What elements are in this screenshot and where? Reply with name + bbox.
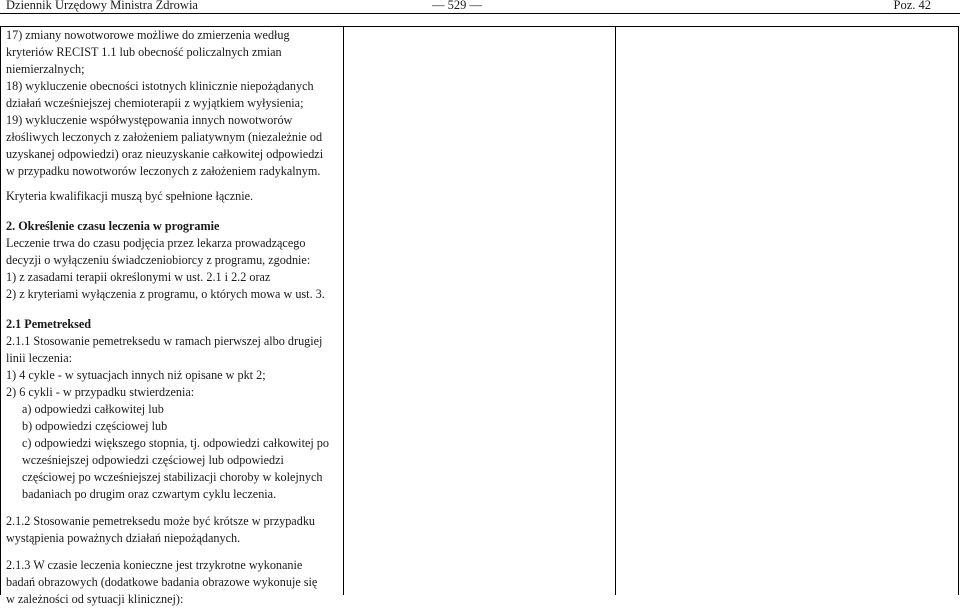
text-line: wcześniejszej odpowiedzi częściowej lub odpowiedzi	[22, 453, 284, 467]
text-line: 2) z kryteriami wyłączenia z programu, o których mowa w ust. 3.	[6, 287, 325, 301]
page-number: — 529 —	[432, 0, 482, 12]
text-line: kryteriów RECIST 1.1 lub obecność policzalnych zmian	[6, 45, 282, 59]
text-line: w zależności od sytuacji klinicznej):	[6, 592, 184, 606]
table-border-left	[0, 26, 1, 595]
text-line: a) odpowiedzi całkowitej lub	[22, 402, 164, 416]
table-border-right	[958, 26, 959, 595]
text-line: 18) wykluczenie obecności istotnych klinicznie niepożądanych	[6, 79, 314, 93]
text-line: 2.1.2 Stosowanie pemetreksedu może być krótsze w przypadku	[6, 514, 316, 528]
journal-title: Dziennik Urzędowy Ministra Zdrowia	[6, 0, 198, 12]
text-line: b) odpowiedzi częściowej lub	[22, 419, 168, 433]
section-heading: 2. Określenie czasu leczenia w programie	[6, 219, 220, 233]
text-line: Leczenie trwa do czasu podjęcia przez lekarza prowadzącego	[6, 236, 306, 250]
text-line: uzyskanej odpowiedzi) oraz nieuzyskanie całkowitej odpowiedzi	[6, 147, 324, 161]
text-line: 17) zmiany nowotworowe możliwe do zmierzenia według	[6, 28, 290, 42]
text-line: 2.1.1 Stosowanie pemetreksedu w ramach pierwszej albo drugiej	[6, 334, 323, 348]
header-rule	[0, 13, 960, 14]
table-column-divider-1	[343, 26, 344, 595]
text-line: 19) wykluczenie współwystępowania innych nowotworów	[6, 113, 293, 127]
table-column-divider-2	[615, 26, 616, 595]
text-line: Kryteria kwalifikacji muszą być spełnione łącznie.	[6, 189, 254, 203]
text-line: wystąpienia poważnych działań niepożądanych.	[6, 531, 241, 545]
text-line: działań wcześniejszej chemioterapii z wyjątkiem wyłysienia;	[6, 96, 304, 110]
text-line: badań obrazowych (dodatkowe badania obrazowe wykonuje się	[6, 575, 318, 589]
program-text-column	[6, 27, 342, 608]
text-line: badaniach po drugim oraz czwartym cyklu leczenia.	[22, 487, 277, 501]
text-line: decyzji o wyłączeniu świadczeniobiorcy z programu, zgodnie:	[6, 253, 311, 267]
text-line: niemierzalnych;	[6, 62, 85, 76]
text-line: 1) z zasadami terapii określonymi w ust. 2.1 i 2.2 oraz	[6, 270, 271, 284]
page-header	[0, 0, 960, 14]
text-line: 1) 4 cykle - w sytuacjach innych niż opisane w pkt 2;	[6, 368, 266, 382]
text-line: 2.1.3 W czasie leczenia konieczne jest trzykrotne wykonanie	[6, 558, 303, 572]
text-line: częściowej po wcześniejszej stabilizacji choroby w kolejnych	[22, 470, 323, 484]
text-line: c) odpowiedzi większego stopnia, tj. odpowiedzi całkowitej po	[22, 436, 329, 450]
position-number: Poz. 42	[893, 0, 931, 12]
text-line: linii leczenia:	[6, 351, 72, 365]
text-line: złośliwych leczonych z założeniem paliatywnym (niezależnie od	[6, 130, 323, 144]
text-line: 2) 6 cykli - w przypadku stwierdzenia:	[6, 385, 195, 399]
subsection-heading: 2.1 Pemetreksed	[6, 317, 92, 331]
text-line: w przypadku nowotworów leczonych z założeniem radykalnym.	[6, 164, 321, 178]
